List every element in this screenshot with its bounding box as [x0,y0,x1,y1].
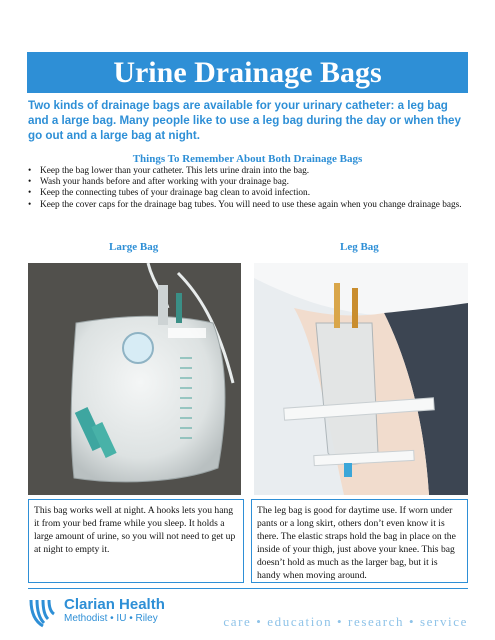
page-title: Urine Drainage Bags [113,56,382,89]
list-item: • Keep the cover caps for the drainage bag tubes. You will need to use these again when you change drainage bags. [38,200,478,211]
title-banner [27,52,468,93]
large-bag-caption: This bag works well at night. A hooks lets you hang it from your bed frame while you sleep. It holds a large amount of urine, so you will not need to get up at night to empty it. [28,499,244,583]
large-bag-illustration [28,263,241,495]
large-bag-photo [28,263,241,495]
list-item: • Keep the connecting tubes of your drainage bag clean to avoid infection. [38,188,478,199]
tips-list [28,166,478,211]
leg-bag-photo [254,263,468,495]
list-item: • Keep the bag lower than your catheter. This lets urine drain into the bag. [38,166,478,177]
logo-name: Clarian Health [64,596,165,613]
logo-mark-icon [28,596,58,628]
clarian-logo [28,596,198,630]
footer-tagline: care • education • research • service [223,614,468,629]
list-item: • Wash your hands before and after working with your drainage bag. [38,177,478,188]
leg-bag-illustration [254,263,468,495]
footer-divider [28,588,468,589]
intro-text: Two kinds of drainage bags are available for your urinary catheter: a leg bag and a large bag. Many people like to use a leg bag during the day or when they go out and a large bag at night. [28,99,461,142]
logo-subtitle: Methodist • IU • Riley [64,613,158,624]
large-bag-label: Large Bag [109,241,159,253]
tips-heading: Things To Remember About Both Drainage Bags [132,153,363,165]
leg-bag-caption: The leg bag is good for daytime use. If worn under pants or a long skirt, others don’t even know it is there. The elastic straps hold the bag in place on the inside of your thigh, just above your knee. This bag doesn’t hold as much as the larger bag, but it is handy when moving around. [251,499,468,583]
leg-bag-label: Leg Bag [340,241,379,253]
